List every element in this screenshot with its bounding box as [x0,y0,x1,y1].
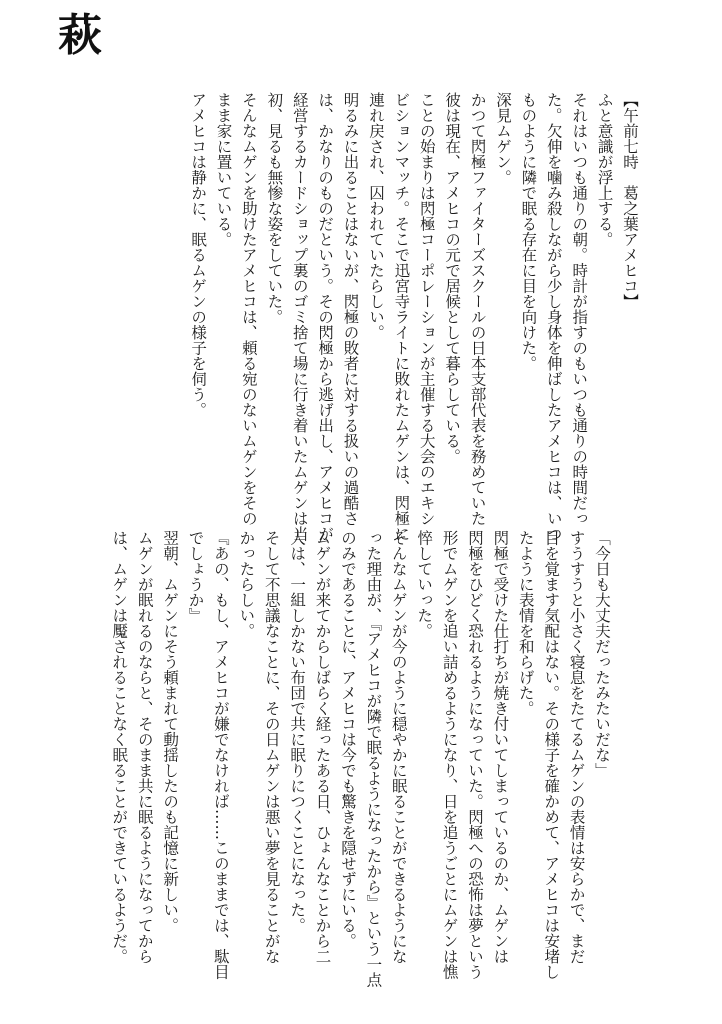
text-line: ことの始まりは閃極コーポレーションが主催する大会のエキシ [417,92,436,526]
text-line: のみであることに、アメヒコは今でも驚きを隠せずにいる。 [338,530,357,949]
text-line: 深見ムゲン。 [493,92,512,185]
text-line: 形でムゲンを追い詰めるようになり、日を追うごとにムゲンは憔 [440,530,459,980]
text-line: まま家に置いている。 [214,92,233,247]
text-line: 目を覚ます気配はない。その様子を確かめて、アメヒコは安堵し [542,530,561,980]
text-line: すうすうと小さく寝息をたてるムゲンの表情は安らかで、まだ [567,530,586,964]
text-line: ビションマッチ。そこで迅宮寺ライトに敗れたムゲンは、閃極に [392,92,411,542]
text-line: 明るみに出ることはないが、閃極の敗者に対する扱いの過酷さ [341,92,360,526]
text-line: 『あの、もし、アメヒコが嫌でなければ……このままでは、駄目 [211,530,230,980]
text-line: 連れ戻され、囚われていたらしい。 [366,92,385,340]
text-line: は、ムゲンは魘されることなく眠ることができているようだ。 [110,530,129,964]
text-line: 閃極で受けた仕打ちが焼き付いてしまっているのか、ムゲンは [491,530,510,964]
text-line: 閃極をひどく恐れるようになっていた。閃極への恐怖は夢という [465,530,484,980]
text-line: ものように隣で眠る存在に目を向けた。 [519,92,538,371]
text-line: アメヒコは静かに、眠るムゲンの様子を伺う。 [189,92,208,418]
text-line: った理由が、『アメヒコが隣で眠るようになったから』という一点 [364,530,383,988]
text-line: ムゲンが眠れるのならと、そのまま共に眠るようになってから [135,530,154,964]
text-line: 人は、一組しかない布団で共に眠りにつくことになった。 [288,530,307,933]
text-line: それはいつも通りの朝。時計が指すのもいつも通りの時間だっ [570,92,589,526]
text-line: そんなムゲンを助けたアメヒコは、頼る宛のないムゲンをその [239,92,258,526]
text-line: 【午前七時 葛之葉アメヒコ】 [621,92,639,309]
text-line: かつて閃極ファイターズスクールの日本支部代表を務めていた [468,92,487,526]
text-line: 翌朝、ムゲンにそう頼まれて動揺したのも記憶に新しい。 [161,530,180,933]
text-line: 「今日も大丈夫だったみたいだな」 [593,530,611,778]
text-line: そして不思議なことに、その日ムゲンは悪い夢を見ることがな [262,530,281,964]
text-line: でしょうか』 [186,530,205,623]
text-line: 初、見るも無惨な姿をしていた。 [265,92,284,325]
text-line: 悴していった。 [415,530,434,639]
text-line: 彼は現在、アメヒコの元で居候として暮らしている。 [443,92,462,464]
text-line: たように表情を和らげた。 [516,530,535,716]
page-title: 萩 [58,10,102,61]
text-column-top [82,92,642,542]
text-line: た。欠伸を噛み殺しながら少し身体を伸ばしたアメヒコは、いつ [544,92,563,542]
text-line: かったらしい。 [237,530,256,639]
text-line: は、かなりのものだという。その閃極から逃げ出し、アメヒコが [316,92,335,542]
text-line: そんなムゲンが今のように穏やかに眠ることができるようにな [389,530,408,964]
text-line: 経営するカードショップ裏のゴミ捨て場に行き着いたムゲンは当 [290,92,309,542]
text-column-bottom [110,530,614,988]
text-line: ふと意識が浮上する。 [595,92,614,247]
text-line: ムゲンが来てからしばらく経ったある日、ひょんなことから二 [313,530,332,964]
